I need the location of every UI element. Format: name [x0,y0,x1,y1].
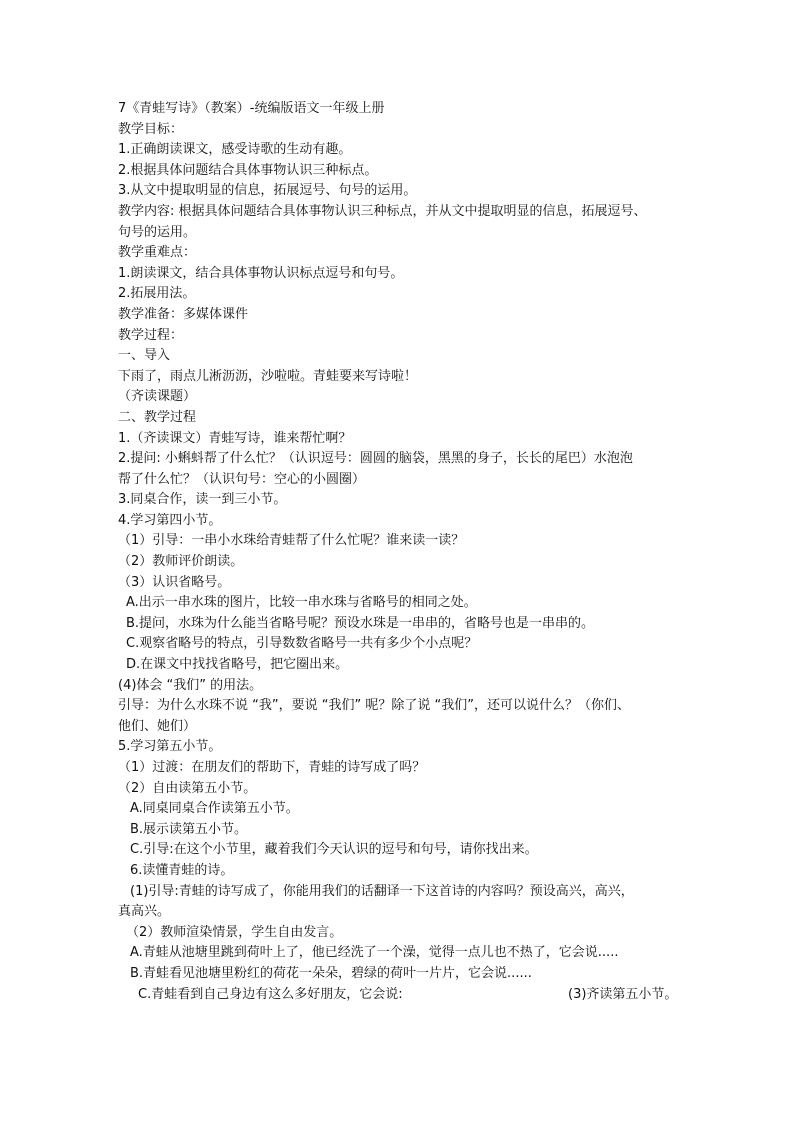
process-step-cont: 帮了什么忙？（认识句号：空心的小圆圈） [118,471,366,487]
document-title: 7《青蛙写诗》（教案）-统编版语文一年级上册 [118,101,385,116]
document-body [118,99,688,1005]
sub-item: B.青蛙看见池塘里粉红的荷花一朵朵，碧绿的荷叶一片片，它会说...... [130,965,532,981]
sub-step: （2）自由读第五小节。 [118,780,257,796]
sub-item: D.在课文中找找省略号，把它圈出来。 [126,657,349,673]
process-step: 2.提问: 小蝌蚪帮了什么忙？（认识逗号：圆圆的脑袋，黑黑的身子，长长的尾巴）水泡泡 [118,451,633,467]
objective-item: 1.正确朗读课文，感受诗歌的生动有趣。 [118,142,352,158]
process-step: 6.读懂青蛙的诗。 [130,862,234,878]
intro-text: 下雨了，雨点儿淅沥沥，沙啦啦。青蛙要来写诗啦！ [118,368,418,384]
last-line [118,985,688,1006]
teaching-preparation: 教学准备：多媒体课件 [118,306,249,322]
part-heading-process: 二、教学过程 [118,409,197,425]
process-step: 5.学习第五小节。 [118,739,222,755]
sub-item: B.展示读第五小节。 [130,821,248,837]
process-step: 4.学习第四小节。 [118,512,222,528]
teaching-content: 教学内容: 根据具体问题结合具体事物认识三种标点，并从文中提取明显的信息，拓展逗号、 [118,203,647,219]
sub-item: A.出示一串水珠的图片，比较一串水珠与省略号的相同之处。 [126,595,477,611]
sub-step: （2）教师评价朗读。 [118,554,244,570]
sub-step: （1）过渡：在朋友们的帮助下，青蛙的诗写成了吗？ [118,760,426,775]
section-heading-objectives: 教学目标： [118,121,184,137]
section-heading-key-points: 教学重难点： [118,245,197,261]
sub-step: （3）认识省略号。 [118,574,231,590]
guidance-text-cont: 他们、她们） [118,718,197,734]
sub-item: B.提问，水珠为什么能当省略号呢？预设水珠是一串串的，省略号也是一串串的。 [126,615,595,631]
sub-item: A.同桌同桌合作读第五小节。 [130,801,299,817]
objective-item: 3.从文中提取明显的信息，拓展逗号、句号的运用。 [118,183,417,199]
sub-step: (3)齐读第五小节。 [568,986,678,1002]
process-step: 3.同桌合作，读一到三小节。 [118,492,287,508]
process-step: 1.（齐读课文）青蛙写诗，谁来帮忙啊？ [118,430,352,446]
part-heading-intro: 一、导入 [118,348,171,364]
sub-step-cont: 真高兴。 [118,904,171,920]
sub-step: (1)引导:青蛙的诗写成了，你能用我们的话翻译一下这首诗的内容吗？预设高兴，高兴， [130,883,634,899]
sub-item: C.引导:在这个小节里，藏着我们今天认识的逗号和句号，请你找出来。 [130,842,538,858]
objective-item: 2.根据具体问题结合具体事物认识三种标点。 [118,162,378,178]
sub-item: C.观察省略号的特点，引导数数省略号一共有多少个小点呢？ [126,636,478,652]
intro-note: （齐读课题） [118,389,197,405]
sub-step: （2）教师渲染情景，学生自由发言。 [126,924,343,940]
section-heading-process: 教学过程： [118,327,184,343]
guidance-text: 引导：为什么水珠不说 “我”，要说 “我们” 呢？除了说 “我们”，还可以说什么？（你们、 [118,698,630,714]
sub-step: (4)体会 “我们” 的用法。 [118,677,263,693]
sub-item: A.青蛙从池塘里跳到荷叶上了，他已经洗了一个澡，觉得一点儿也不热了，它会说..... [130,945,619,961]
key-point-item: 1.朗读课文，结合具体事物认识标点逗号和句号。 [118,265,404,281]
teaching-content-cont: 句号的运用。 [118,224,197,240]
sub-item: C.青蛙看到自己身边有这么多好朋友，它会说: [138,986,403,1002]
key-point-item: 2.拓展用法。 [118,286,196,302]
sub-step: （1）引导：一串小水珠给青蛙帮了什么忙呢？谁来读一读？ [118,533,465,549]
